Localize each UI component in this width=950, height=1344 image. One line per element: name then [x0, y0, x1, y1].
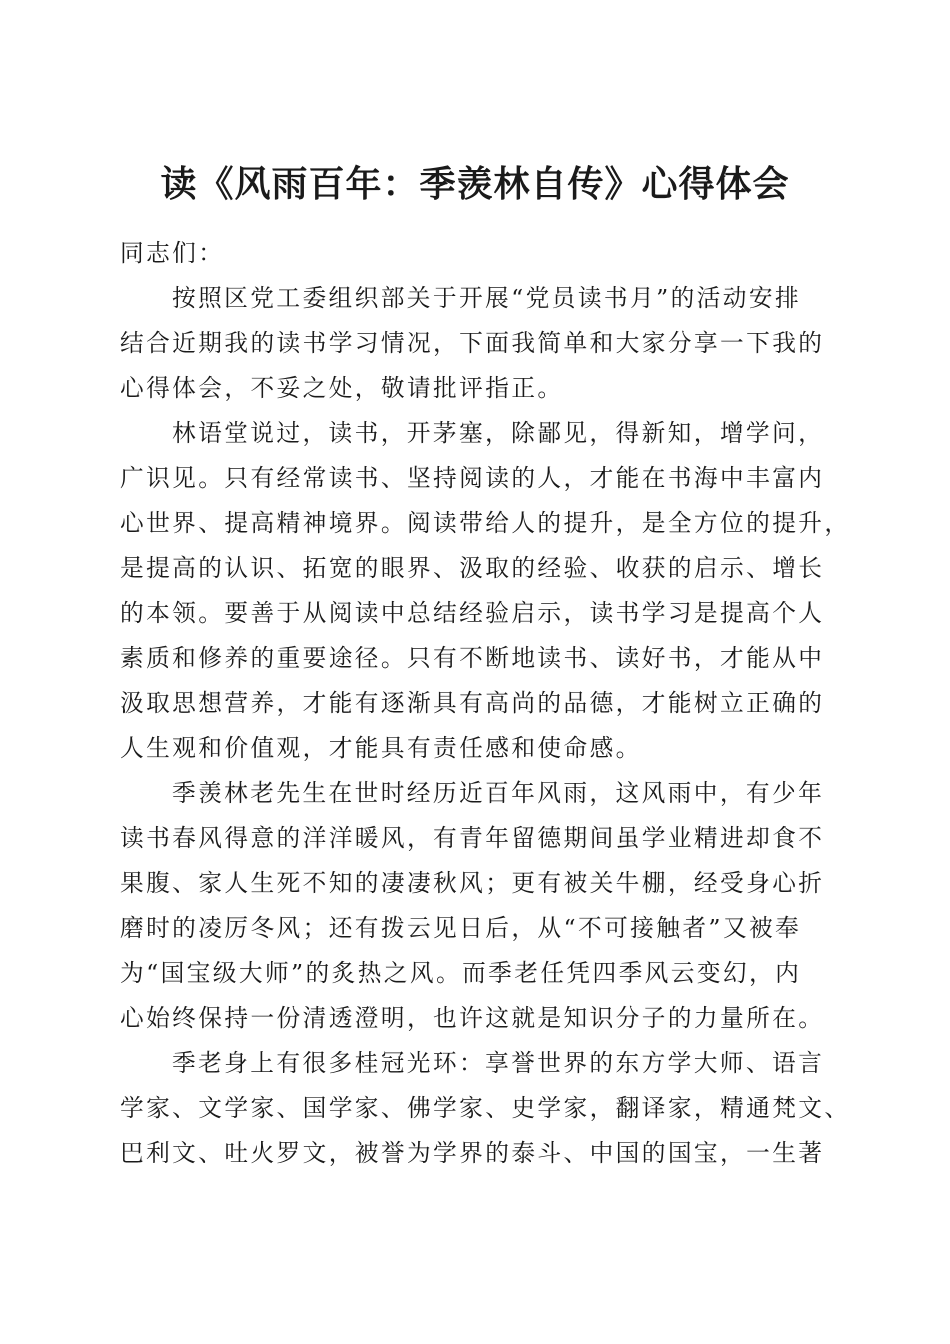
paragraph-line: 人生观和价值观，才能具有责任感和使命感。: [120, 734, 642, 762]
paragraph-line: 广识见。只有经常读书、坚持阅读的人，才能在书海中丰富内: [120, 464, 825, 492]
paragraph-line: 果腹、家人生死不知的凄凄秋风；更有被关牛棚，经受身心折: [120, 869, 825, 897]
paragraph-line: 读书春风得意的洋洋暖风，有青年留德期间虽学业精进却食不: [120, 824, 825, 852]
paragraph-line: 结合近期我的读书学习情况，下面我简单和大家分享一下我的: [120, 329, 825, 357]
paragraph-line: 林语堂说过，读书，开茅塞，除鄙见，得新知，增学问，: [172, 419, 825, 447]
paragraph-line: 按照区党工委组织部关于开展“党员读书月”的活动安排: [172, 284, 802, 312]
paragraph-line: 季老身上有很多桂冠光环：享誉世界的东方学大师、语言: [172, 1049, 825, 1077]
paragraph-honors: [120, 1041, 851, 1176]
paragraph-ji-xianlin-life: [120, 771, 838, 1041]
paragraph-line: 汲取思想营养，才能有逐渐具有高尚的品德，才能树立正确的: [120, 689, 825, 717]
paragraph-line: 心得体会，不妥之处，敬请批评指正。: [120, 374, 564, 402]
paragraph-reading-month: [120, 276, 838, 411]
paragraph-line: 是提高的认识、拓宽的眼界、汲取的经验、收获的启示、增长: [120, 554, 825, 582]
document-body: [120, 231, 851, 1176]
paragraph-line: 巴利文、吐火罗文，被誉为学界的泰斗、中国的国宝，一生著: [120, 1139, 825, 1167]
paragraph-line: 心世界、提高精神境界。阅读带给人的提升，是全方位的提升，: [120, 509, 851, 537]
paragraph-line: 心始终保持一份清透澄明，也许这就是知识分子的力量所在。: [120, 1004, 825, 1032]
salutation: 同志们：: [120, 239, 225, 267]
paragraph-line: 素质和修养的重要途径。只有不断地读书、读好书，才能从中: [120, 644, 825, 672]
paragraph-line: 季羡林老先生在世时经历近百年风雨，这风雨中，有少年: [172, 779, 825, 807]
paragraph-line: 学家、文学家、国学家、佛学家、史学家，翻译家，精通梵文、: [120, 1094, 851, 1122]
document-title: 读《风雨百年：季羡林自传》心得体会: [160, 163, 790, 206]
paragraph-line: 磨时的凌厉冬风；还有拨云见日后，从“不可接触者”又被奉: [120, 914, 802, 942]
paragraph-line: 为“国宝级大师”的炙热之风。而季老任凭四季风云变幻，内: [120, 959, 802, 987]
paragraph-line: 的本领。要善于从阅读中总结经验启示，读书学习是提高个人: [120, 599, 825, 627]
paragraph-lin-yutang: [120, 411, 851, 771]
